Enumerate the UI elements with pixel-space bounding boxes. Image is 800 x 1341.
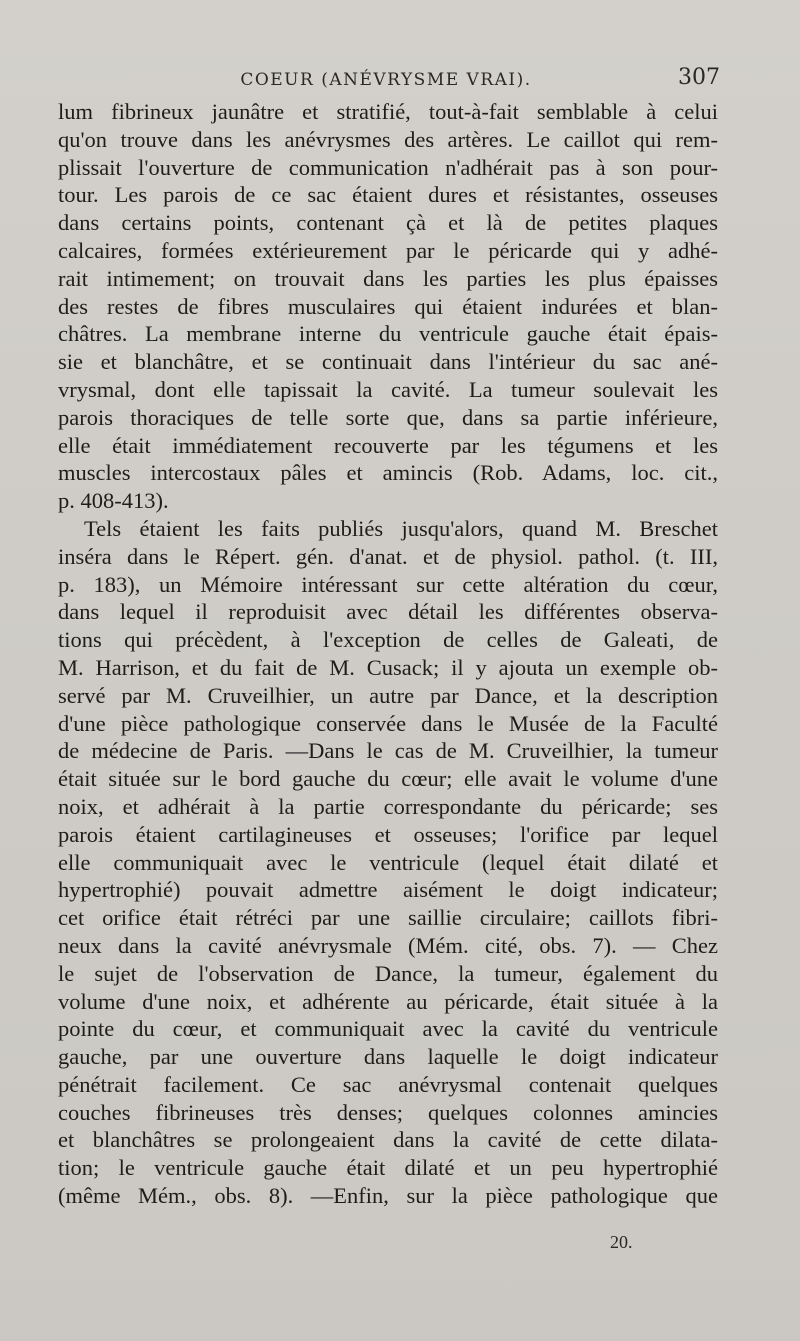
text-line: noix, et adhérait à la partie correspondante du péricarde; ses [58, 793, 718, 819]
text-line: parois étaient cartilagineuses et osseuses; l'orifice par lequel [58, 821, 718, 847]
page-header [52, 62, 720, 96]
text-line: pointe du cœur, et communiquait avec la cavité du ventricule [58, 1016, 718, 1042]
signature-mark: 20. [610, 1232, 633, 1252]
text-line: pénétrait facilement. Ce sac anévrysmal contenait quelques [58, 1071, 718, 1097]
text-line: de médecine de Paris. —Dans le cas de M. Cruveilhier, la tumeur [58, 738, 718, 764]
text-line: dans lequel il reproduisit avec détail les différentes observa- [58, 599, 718, 625]
text-line: p. 183), un Mémoire intéressant sur cette altération du cœur, [58, 571, 718, 597]
text-line: dans certains points, contenant çà et là de petites plaques [58, 210, 718, 236]
text-line: p. 408-413). [58, 488, 169, 514]
text-line: neux dans la cavité anévrysmale (Mém. cité, obs. 7). — Chez [58, 932, 718, 958]
text-line: calcaires, formées extérieurement par le péricarde qui y adhé- [58, 237, 718, 263]
text-line: le sujet de l'observation de Dance, la tumeur, également du [58, 960, 718, 986]
text-line: servé par M. Cruveilhier, un autre par Dance, et la description [58, 682, 718, 708]
text-line: tion; le ventricule gauche était dilaté et un peu hypertrophié [58, 1155, 718, 1181]
text-line: vrysmal, dont elle tapissait la cavité. La tumeur soulevait les [58, 376, 718, 402]
text-line: volume d'une noix, et adhérente au péricarde, était située à la [58, 988, 718, 1014]
running-head: COEUR (ANÉVRYSME VRAI). [240, 70, 532, 90]
text-line: des restes de fibres musculaires qui étaient indurées et blan- [58, 293, 718, 319]
text-line: lum fibrineux jaunâtre et stratifié, tout-à-fait semblable à celui [58, 99, 718, 124]
text-line: était située sur le bord gauche du cœur; elle avait le volume d'une [58, 766, 718, 792]
body-text [58, 98, 718, 1210]
text-line: d'une pièce pathologique conservée dans le Musée de la Faculté [58, 710, 718, 736]
text-line: (même Mém., obs. 8). —Enfin, sur la pièce pathologique que [58, 1183, 718, 1209]
text-line: plissait l'ouverture de communication n'adhérait pas à son pour- [58, 154, 718, 180]
text-line: rait intimement; on trouvait dans les parties les plus épaisses [58, 265, 718, 291]
text-line: elle était immédiatement recouverte par les tégumens et les [58, 432, 718, 458]
text-line: inséra dans le Répert. gén. d'anat. et de physiol. pathol. (t. III, [58, 543, 718, 569]
text-line: sie et blanchâtre, et se continuait dans l'intérieur du sac ané- [58, 349, 718, 375]
text-line: et blanchâtres se prolongeaient dans la cavité de cette dilata- [58, 1127, 718, 1153]
text-line: M. Harrison, et du fait de M. Cusack; il y ajouta un exemple ob- [58, 654, 718, 680]
text-line: Tels étaient les faits publiés jusqu'alors, quand M. Breschet [84, 515, 718, 541]
text-line: tions qui précèdent, à l'exception de celles de Galeati, de [58, 627, 718, 653]
text-line: tour. Les parois de ce sac étaient dures et résistantes, osseuses [58, 182, 718, 208]
text-line: parois thoraciques de telle sorte que, dans sa partie inférieure, [58, 404, 718, 430]
text-line: cet orifice était rétréci par une saillie circulaire; caillots fibri- [58, 905, 718, 931]
text-line: couches fibrineuses très denses; quelques colonnes amincies [58, 1099, 718, 1125]
text-line: qu'on trouve dans les anévrysmes des artères. Le caillot qui rem- [58, 126, 718, 152]
text-line: châtres. La membrane interne du ventricule gauche était épais- [58, 321, 718, 347]
page-number: 307 [678, 65, 720, 90]
text-line: elle communiquait avec le ventricule (lequel était dilaté et [58, 849, 718, 875]
text-line: hypertrophié) pouvait admettre aisément le doigt indicateur; [58, 877, 718, 903]
text-line: muscles intercostaux pâles et amincis (Rob. Adams, loc. cit., [58, 460, 718, 486]
text-line: gauche, par une ouverture dans laquelle le doigt indicateur [58, 1044, 718, 1070]
